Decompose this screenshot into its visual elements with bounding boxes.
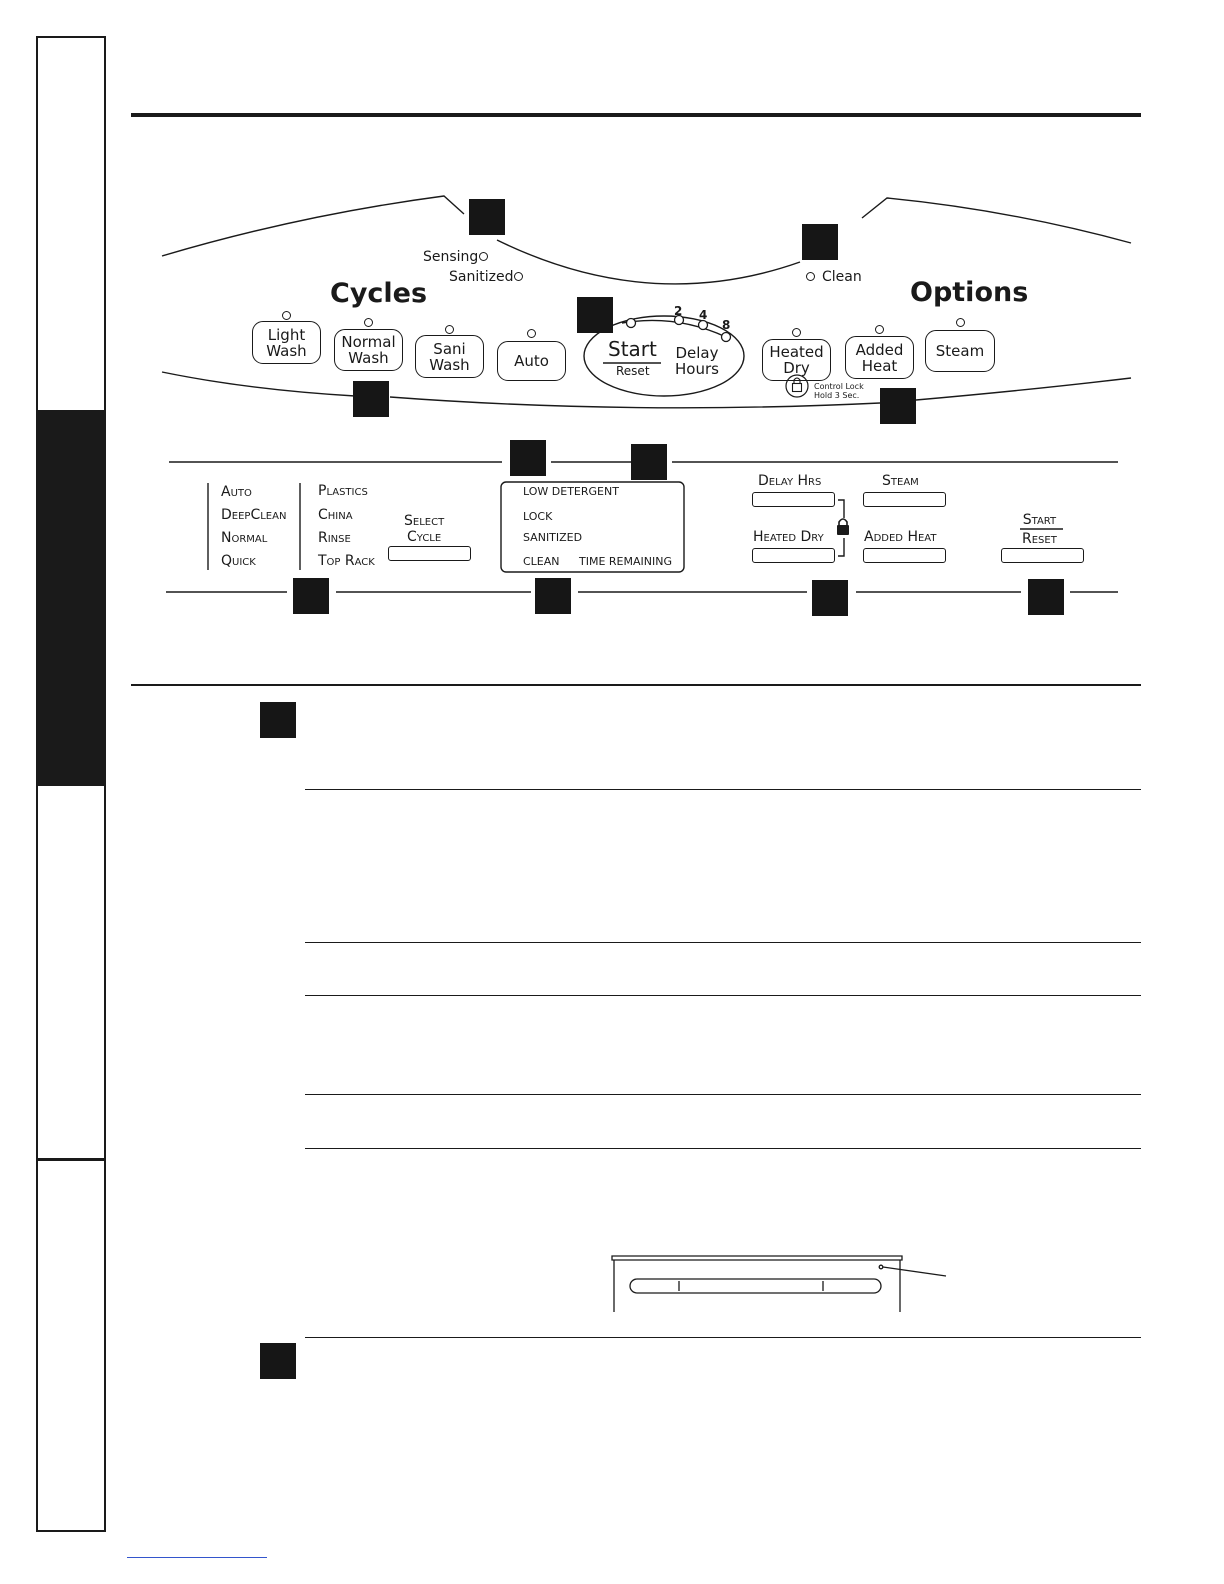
cycle-auto: Auto bbox=[221, 484, 252, 500]
normal-wash-button[interactable]: Normal Wash bbox=[334, 329, 403, 371]
start-reset-button[interactable] bbox=[1001, 548, 1084, 563]
heated-dry-led bbox=[792, 328, 801, 337]
sanitized-led bbox=[514, 272, 523, 281]
marker-start bbox=[577, 297, 613, 333]
sensing-label: Sensing bbox=[423, 249, 479, 265]
heated-dry-label: Heated Dry bbox=[753, 529, 824, 545]
added-heat-led bbox=[875, 325, 884, 334]
delay-hours-button[interactable]: Delay Hours bbox=[675, 344, 719, 378]
cycle-rinse: Rinse bbox=[318, 530, 351, 546]
added-heat-label: Added Heat bbox=[864, 529, 937, 545]
marker-options bbox=[880, 388, 916, 424]
start-button-label[interactable]: Start bbox=[608, 337, 657, 361]
reset-label: Reset bbox=[616, 364, 650, 378]
section-rule bbox=[131, 684, 1141, 686]
auto-led bbox=[527, 329, 536, 338]
table-rule-5 bbox=[305, 1148, 1141, 1149]
control-lock-label: Control Lock Hold 3 Sec. bbox=[814, 382, 864, 400]
added-heat-pad-button[interactable] bbox=[863, 548, 946, 563]
light-wash-led bbox=[282, 311, 291, 320]
delay-hrs-label: Delay Hrs bbox=[758, 473, 822, 489]
sanitized-label: Sanitized bbox=[449, 269, 514, 285]
display-clean: CLEAN bbox=[523, 555, 560, 568]
light-wash-button[interactable]: Light Wash bbox=[252, 321, 321, 364]
options-title: Options bbox=[910, 277, 1029, 308]
door-edge-illustration bbox=[600, 1250, 960, 1320]
marker-sensing bbox=[469, 199, 505, 235]
steam-label: Steam bbox=[882, 473, 919, 489]
steam-led bbox=[956, 318, 965, 327]
heated-dry-pad-button[interactable] bbox=[752, 548, 835, 563]
delay-hour-2: 2 bbox=[674, 304, 683, 318]
cycle-quick: Quick bbox=[221, 553, 256, 569]
sensing-led bbox=[479, 252, 488, 261]
marker-cycles bbox=[353, 381, 389, 417]
marker-display-left bbox=[510, 440, 546, 476]
display-low-detergent: LOW DETERGENT bbox=[523, 485, 619, 498]
display-lock: LOCK bbox=[523, 510, 553, 523]
marker-option-pads bbox=[812, 580, 848, 616]
added-heat-button[interactable]: Added Heat bbox=[845, 336, 914, 379]
table-rule-3 bbox=[305, 995, 1141, 996]
marker-display bbox=[535, 578, 571, 614]
cycle-china: China bbox=[318, 507, 353, 523]
marker-display-right bbox=[631, 444, 667, 480]
delay-hrs-button[interactable] bbox=[752, 492, 835, 507]
table-rule-1 bbox=[305, 789, 1141, 790]
sani-wash-led bbox=[445, 325, 454, 334]
select-cycle-button[interactable] bbox=[388, 546, 471, 561]
side-tab-3 bbox=[36, 786, 106, 1160]
marker-section-1 bbox=[260, 702, 296, 738]
heated-dry-button[interactable]: Heated Dry bbox=[762, 339, 831, 381]
steam-button[interactable]: Steam bbox=[925, 330, 995, 372]
footer-link-underline bbox=[127, 1557, 267, 1558]
lock-icon bbox=[837, 519, 849, 535]
display-time-remaining: TIME REMAINING bbox=[579, 555, 672, 568]
sani-wash-button[interactable]: Sani Wash bbox=[415, 335, 484, 378]
auto-button[interactable]: Auto bbox=[497, 341, 566, 381]
delay-hour-4: 4 bbox=[699, 308, 708, 322]
select-cycle-label: Select Cycle bbox=[404, 513, 445, 545]
clean-label: Clean bbox=[822, 269, 862, 285]
cycle-deepclean: DeepClean bbox=[221, 507, 287, 523]
start-reset-label: Start Reset bbox=[1022, 512, 1057, 547]
delay-hour-8: 8 bbox=[722, 318, 731, 332]
marker-clean bbox=[802, 224, 838, 260]
cycles-title: Cycles bbox=[330, 278, 428, 309]
marker-section-2 bbox=[260, 1343, 296, 1379]
normal-wash-led bbox=[364, 318, 373, 327]
cycle-normal: Normal bbox=[221, 530, 268, 546]
table-rule-6 bbox=[305, 1337, 1141, 1338]
display-sanitized: SANITIZED bbox=[523, 531, 583, 544]
marker-start-reset bbox=[1028, 579, 1064, 615]
side-tab-4 bbox=[36, 1158, 106, 1532]
clean-led bbox=[806, 272, 815, 281]
table-rule-2 bbox=[305, 942, 1141, 943]
table-rule-4 bbox=[305, 1094, 1141, 1095]
marker-cycle-list bbox=[293, 578, 329, 614]
cycle-top-rack: Top Rack bbox=[318, 553, 375, 569]
cycle-plastics: Plastics bbox=[318, 483, 368, 499]
steam-pad-button[interactable] bbox=[863, 492, 946, 507]
